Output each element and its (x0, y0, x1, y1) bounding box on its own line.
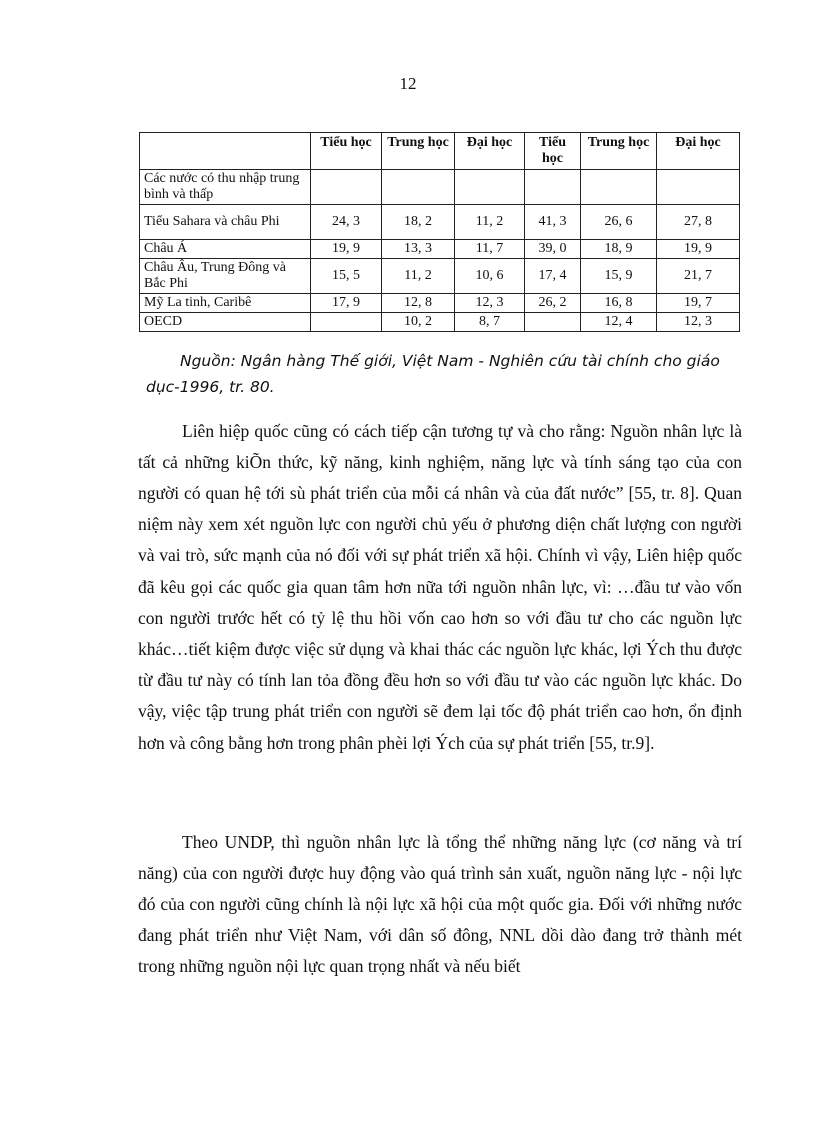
table-cell: 39, 0 (525, 240, 581, 259)
table-cell: 15, 9 (581, 259, 657, 294)
table-header-cell: Tiểu học (525, 133, 581, 170)
table-row (140, 240, 740, 259)
row-label: Tiểu Sahara và châu Phi (140, 205, 311, 240)
table-header-cell: Trung học (382, 133, 455, 170)
table-cell (311, 313, 382, 332)
row-label: Các nước có thu nhập trung bình và thấp (140, 170, 311, 205)
table-cell: 18, 9 (581, 240, 657, 259)
table-cell (525, 170, 581, 205)
table-cell: 17, 9 (311, 294, 382, 313)
table-header-cell: Đại học (455, 133, 525, 170)
table-cell: 11, 2 (382, 259, 455, 294)
table-cell: 18, 2 (382, 205, 455, 240)
table-cell: 41, 3 (525, 205, 581, 240)
table-header-cell (140, 133, 311, 170)
page-number: 12 (399, 74, 417, 93)
row-label: Châu Âu, Trung Đông và Bắc Phi (140, 259, 311, 294)
table-source-note: Nguồn: Ngân hàng Thế giới, Việt Nam - Nghiên cứu tài chính cho giáo dục-1996, tr. 80. (146, 352, 720, 396)
table-cell (455, 170, 525, 205)
table-header-cell: Trung học (581, 133, 657, 170)
table-cell: 13, 3 (382, 240, 455, 259)
table-cell: 21, 7 (657, 259, 740, 294)
table-cell: 17, 4 (525, 259, 581, 294)
table-cell: 26, 6 (581, 205, 657, 240)
table-cell: 11, 2 (455, 205, 525, 240)
table-cell: 12, 3 (657, 313, 740, 332)
table-cell: 19, 7 (657, 294, 740, 313)
table-cell: 12, 4 (581, 313, 657, 332)
table-row (140, 205, 740, 240)
body-paragraph: Theo UNDP, thì nguồn nhân lực là tổng thể những năng lực (cơ năng và trí năng) của con người được huy động vào quá trình sản xuất, nguồn năng lực - nội lực đó của con người cũng chính là nội lực xã hội của một quốc gia. Đối với những nước đang phát triển như Việt Nam, với dân số đông, NNL dồi dào đang trở thành mét trong những nguồn nội lực quan trọng nhất và nếu biết (138, 831, 742, 977)
table-cell (657, 170, 740, 205)
table-cell: 10, 6 (455, 259, 525, 294)
table-row (140, 170, 740, 205)
row-label: Mỹ La tinh, Caribê (140, 294, 311, 313)
table-cell: 15, 5 (311, 259, 382, 294)
table-cell: 19, 9 (311, 240, 382, 259)
table-cell (525, 313, 581, 332)
education-returns-table (139, 132, 740, 332)
table-cell: 24, 3 (311, 205, 382, 240)
table-cell: 8, 7 (455, 313, 525, 332)
table-cell: 12, 3 (455, 294, 525, 313)
row-label: OECD (140, 313, 311, 332)
table-header-cell: Tiểu học (311, 133, 382, 170)
table-cell: 12, 8 (382, 294, 455, 313)
table-cell: 11, 7 (455, 240, 525, 259)
table-row (140, 259, 740, 294)
table-cell (581, 170, 657, 205)
table-cell (382, 170, 455, 205)
table-row (140, 294, 740, 313)
table-cell: 16, 8 (581, 294, 657, 313)
table-header-cell: Đại học (657, 133, 740, 170)
table-cell: 19, 9 (657, 240, 740, 259)
table-cell (311, 170, 382, 205)
table-cell: 26, 2 (525, 294, 581, 313)
row-label: Châu Á (140, 240, 311, 259)
body-paragraph: Liên hiệp quốc cũng có cách tiếp cận tương tự và cho rằng: Nguồn nhân lực là tất cả những kiÕn thức, kỹ năng, kinh nghiệm, năng lực và tính sáng tạo của con người có quan hệ tới sù phát triển của mỗi cá nhân và của đất nước” [55, tr. 8]. Quan niệm này xem xét nguồn lực con người chủ yếu ở phương diện chất lượng con người và vai trò, sức mạnh của nó đối với sự phát triển xã hội. Chính vì vậy, Liên hiệp quốc đã kêu gọi các quốc gia quan tâm hơn nữa tới nguồn nhân lực, vì: …đầu tư vào vốn con người trước hết có tỷ lệ thu hồi vốn cao hơn so với đầu tư cho các nguồn lực khác…tiết kiệm được việc sử dụng và khai thác các nguồn lực khác, lợi Ých thu được từ đầu tư này có tính lan tỏa đồng đều hơn so với đầu tư vào các nguồn lực khác. Do vậy, việc tập trung phát triển con người sẽ đem lại tốc độ phát triển cao hơn, ổn định hơn và công bằng hơn trong phân phèi lợi Ých của sự phát triển [55, tr.9]. (138, 420, 742, 753)
table-header-row (140, 133, 740, 170)
table-row (140, 313, 740, 332)
table-cell: 27, 8 (657, 205, 740, 240)
table-cell: 10, 2 (382, 313, 455, 332)
